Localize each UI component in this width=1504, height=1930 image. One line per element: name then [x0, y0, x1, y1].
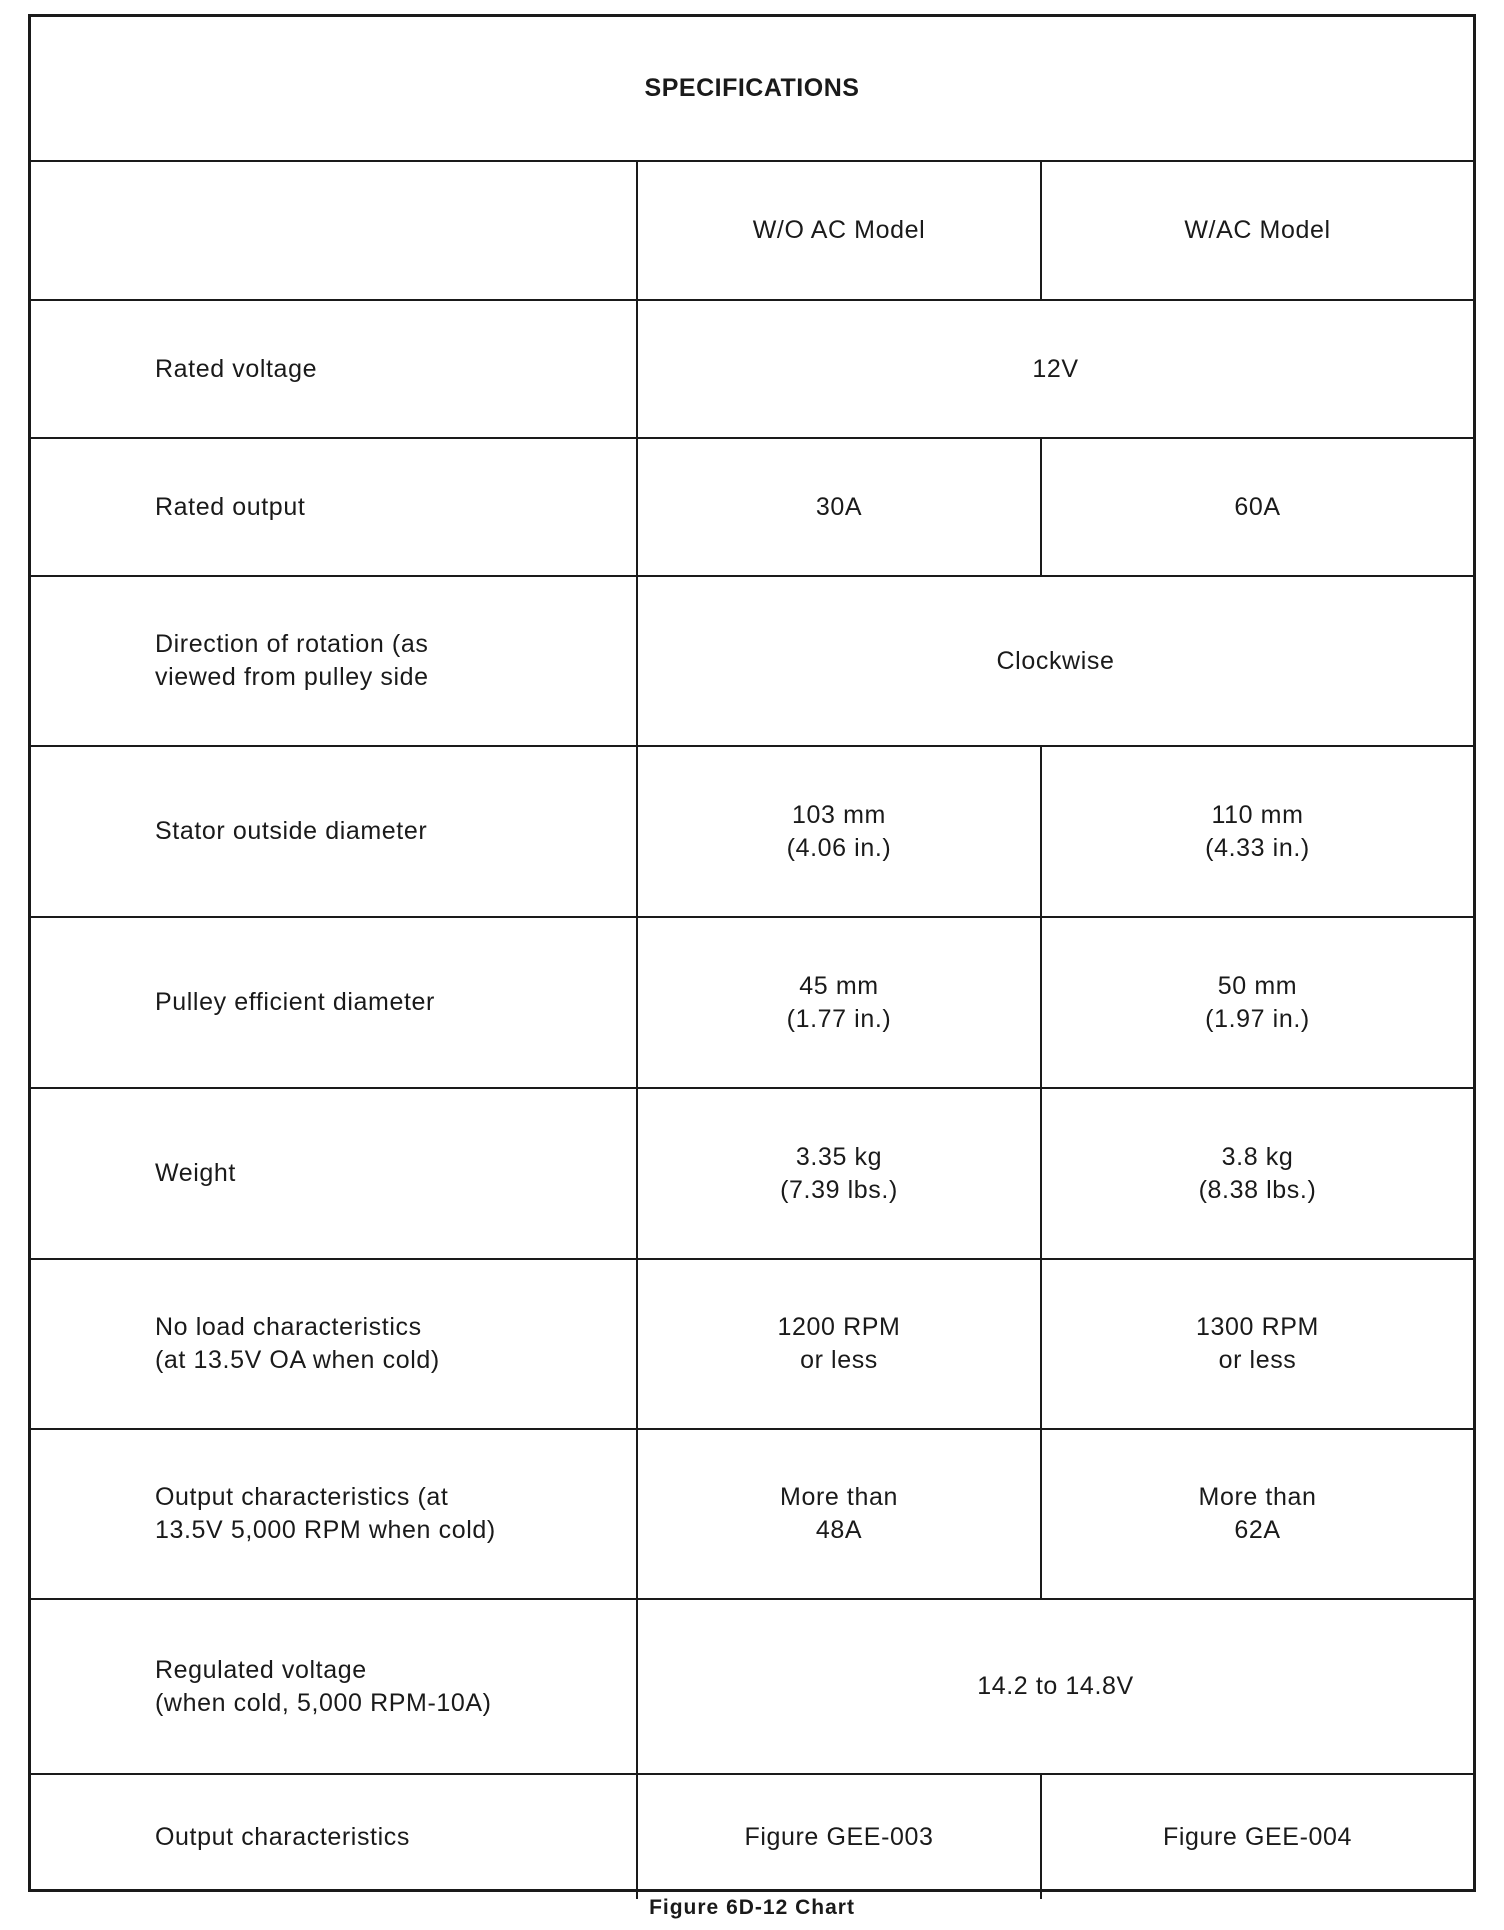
table-row	[31, 438, 1473, 576]
figure-caption: Figure 6D-12 Chart	[649, 1896, 855, 1919]
value-line: 3.35 kg	[795, 1142, 883, 1171]
row-label	[31, 1429, 637, 1599]
stator-with-ac	[1041, 746, 1473, 917]
row-label-line: Output characteristics (at	[155, 1483, 449, 1511]
weight-without-ac	[637, 1088, 1041, 1259]
value-line: (4.06 in.)	[786, 833, 892, 862]
row-label-line: (when cold, 5,000 RPM-10A)	[155, 1688, 492, 1717]
rated-output-without-ac: 30A	[637, 438, 1041, 576]
value-line: 1200 RPM	[777, 1313, 901, 1341]
row-label	[31, 1259, 637, 1429]
value-line: (4.33 in.)	[1205, 833, 1310, 862]
value-line: 48A	[815, 1516, 863, 1544]
output-char-with-ac	[1041, 1429, 1473, 1599]
no-load-with-ac	[1041, 1259, 1473, 1429]
row-label-line: viewed from pulley side	[155, 663, 429, 691]
pulley-without-ac	[637, 917, 1041, 1088]
header-without-ac: W/O AC Model	[637, 162, 1041, 300]
value-line: More than	[1198, 1483, 1317, 1511]
value-line: 1300 RPM	[1196, 1313, 1319, 1341]
value-line: More than	[780, 1483, 898, 1511]
table-title: SPECIFICATIONS	[31, 17, 1473, 162]
value-line: 3.8 kg	[1221, 1142, 1294, 1171]
row-label: Output characteristics	[31, 1774, 637, 1899]
table-row	[31, 1599, 1473, 1774]
stator-without-ac	[637, 746, 1041, 917]
table-row	[31, 300, 1473, 438]
row-label: Pulley efficient diameter	[31, 917, 637, 1088]
header-blank-cell	[31, 162, 637, 300]
table-row	[31, 576, 1473, 746]
specifications-table-frame	[28, 14, 1476, 1892]
row-label-line: No load characteristics	[155, 1313, 422, 1341]
value-line: (8.38 lbs.)	[1198, 1175, 1317, 1204]
row-label-line: Regulated voltage	[155, 1655, 367, 1684]
rated-output-with-ac: 60A	[1041, 438, 1473, 576]
row-label	[31, 1599, 637, 1774]
table-row	[31, 1429, 1473, 1599]
value-line: (1.77 in.)	[786, 1004, 892, 1033]
value-line: 50 mm	[1217, 971, 1298, 1000]
row-label: Weight	[31, 1088, 637, 1259]
value-line: 110 mm	[1211, 800, 1304, 829]
row-label	[31, 576, 637, 746]
table-row	[31, 1774, 1473, 1899]
table-row	[31, 917, 1473, 1088]
row-label: Rated voltage	[31, 300, 637, 438]
row-label-line: 13.5V 5,000 RPM when cold)	[155, 1516, 496, 1544]
value-line: or less	[1218, 1346, 1297, 1374]
no-load-without-ac	[637, 1259, 1041, 1429]
table-row	[31, 746, 1473, 917]
value-line: 45 mm	[799, 971, 879, 1000]
specifications-table	[31, 162, 1473, 1899]
direction-value: Clockwise	[637, 576, 1473, 746]
value-line: 103 mm	[792, 800, 886, 829]
weight-with-ac	[1041, 1088, 1473, 1259]
header-with-ac: W/AC Model	[1041, 162, 1473, 300]
value-line: or less	[800, 1346, 878, 1374]
regulated-voltage-value: 14.2 to 14.8V	[637, 1599, 1473, 1774]
output-figure-without-ac: Figure GEE-003	[637, 1774, 1041, 1899]
row-label-line: (at 13.5V OA when cold)	[155, 1346, 440, 1374]
value-line: 62A	[1234, 1516, 1281, 1544]
output-char-without-ac	[637, 1429, 1041, 1599]
pulley-with-ac	[1041, 917, 1473, 1088]
row-label-line: Direction of rotation (as	[155, 630, 429, 658]
table-row	[31, 1259, 1473, 1429]
value-line: (1.97 in.)	[1205, 1004, 1310, 1033]
row-label: Rated output	[31, 438, 637, 576]
table-row	[31, 1088, 1473, 1259]
rated-voltage-value: 12V	[637, 300, 1473, 438]
table-header-row	[31, 162, 1473, 300]
value-line: (7.39 lbs.)	[780, 1175, 898, 1204]
row-label: Stator outside diameter	[31, 746, 637, 917]
output-figure-with-ac: Figure GEE-004	[1041, 1774, 1473, 1899]
